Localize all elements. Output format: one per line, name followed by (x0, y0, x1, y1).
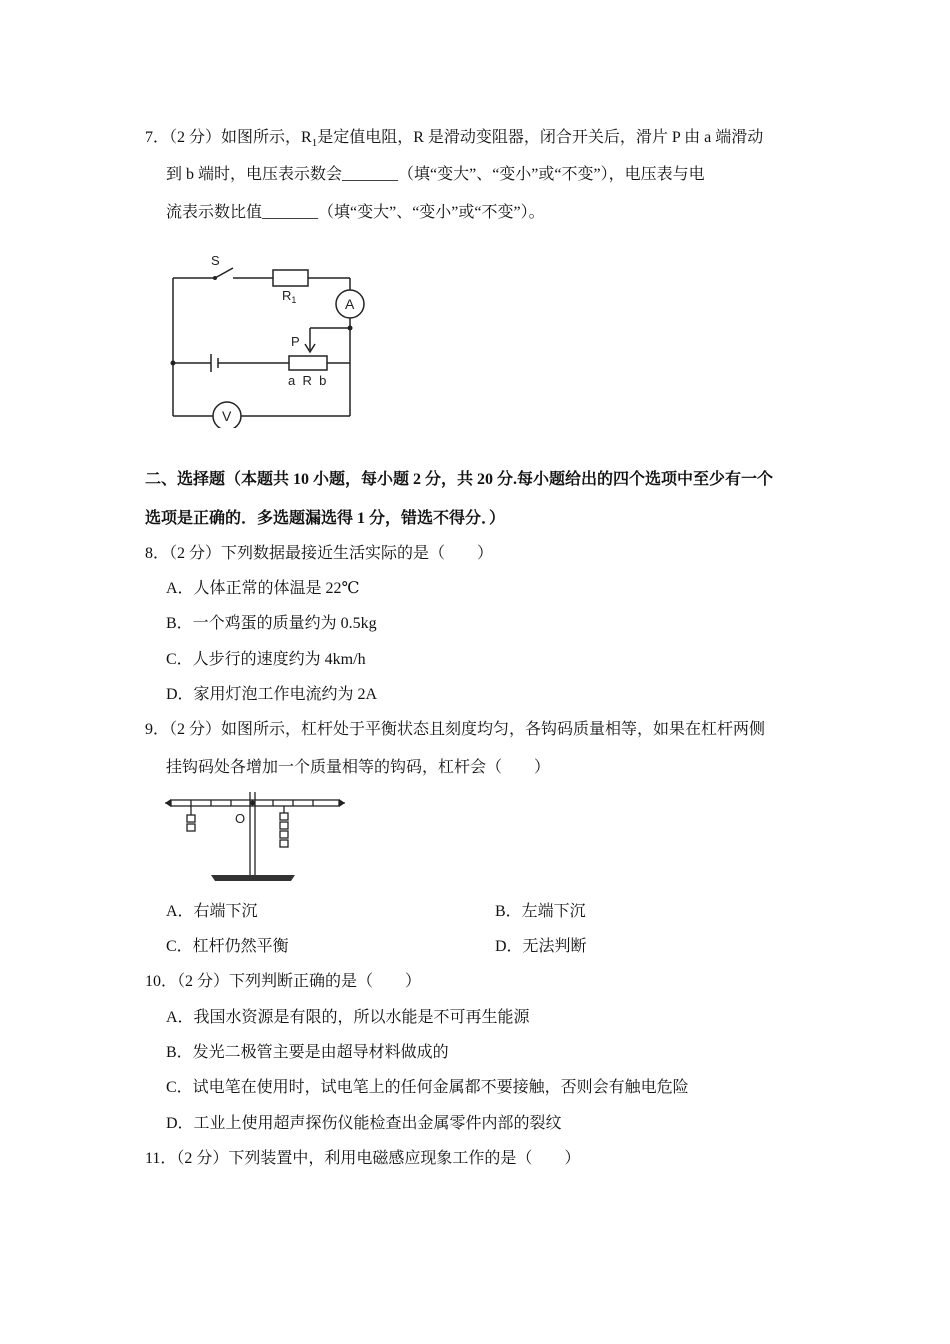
lever-diagram (163, 787, 348, 887)
circuit-r1-letter: R (282, 288, 292, 303)
q10-stem: 10．（2 分）下列判断正确的是（ ） (145, 973, 422, 990)
q8-stem: 8．（2 分）下列数据最接近生活实际的是（ ） (145, 545, 494, 562)
circuit-r1-sub: 1 (291, 295, 297, 305)
rheostat-label: a R b (288, 373, 327, 388)
circuit-switch-label: S (211, 253, 220, 268)
q10-option-b: B．发光二极管主要是由超导材料做成的 (166, 1044, 449, 1061)
ammeter-label: A (345, 296, 355, 312)
q9-line-2: 挂钩码处各增加一个质量相等的钩码，杠杆会（ ） (166, 759, 551, 776)
q7-line-1 (145, 128, 763, 153)
q9-line-1: 9．（2 分）如图所示，杠杆处于平衡状态且刻度均匀，各钩码质量相等，如果在杠杆两侧 (145, 721, 766, 738)
q9-option-b: B．左端下沉 (495, 903, 586, 920)
q10-option-a: A．我国水资源是有限的，所以水能是不可再生能源 (166, 1009, 530, 1026)
slider-label: P (291, 334, 300, 349)
q11-stem: 11．（2 分）下列装置中，利用电磁感应现象工作的是（ ） (145, 1150, 581, 1167)
q9-option-d: D．无法判断 (495, 938, 587, 955)
q7-subscript: 1 (311, 137, 318, 150)
voltmeter-label: V (222, 408, 232, 424)
q8-option-a: A．人体正常的体温是 22℃ (166, 580, 360, 597)
q9-option-a: A．右端下沉 (166, 903, 258, 920)
q10-option-d: D．工业上使用超声探伤仪能检查出金属零件内部的裂纹 (166, 1115, 562, 1132)
q7-line-2: 到 b 端时，电压表示数会_______（填“变大”、“变小”或“不变”），电压表与电 (166, 166, 705, 183)
q8-option-b: B．一个鸡蛋的质量约为 0.5kg (166, 615, 377, 632)
q10-option-c: C．试电笔在使用时，试电笔上的任何金属都不要接触，否则会有触电危险 (166, 1079, 689, 1096)
section-2-heading-line-1: 二、选择题（本题共 10 小题，每小题 2 分，共 20 分.每小题给出的四个选项中至少有一个 (145, 471, 774, 488)
lever-pivot-label: O (235, 811, 246, 826)
q9-option-c: C．杠杆仍然平衡 (166, 938, 289, 955)
section-2-heading-line-2: 选项是正确的．多选题漏选得 1 分，错选不得分．） (145, 510, 506, 527)
q7-line-1-text: 7．（2 分）如图所示，R (145, 129, 312, 146)
circuit-diagram (165, 248, 365, 428)
circuit-r1-label (282, 288, 296, 305)
q8-option-c: C．人步行的速度约为 4km/h (166, 651, 366, 668)
q7-line-3: 流表示数比值_______（填“变大”、“变小”或“不变”）。 (166, 204, 545, 221)
q7-line-1-rest: 是定值电阻，R 是滑动变阻器，闭合开关后，滑片 P 由 a 端滑动 (317, 129, 764, 146)
q8-option-d: D．家用灯泡工作电流约为 2A (166, 686, 378, 703)
